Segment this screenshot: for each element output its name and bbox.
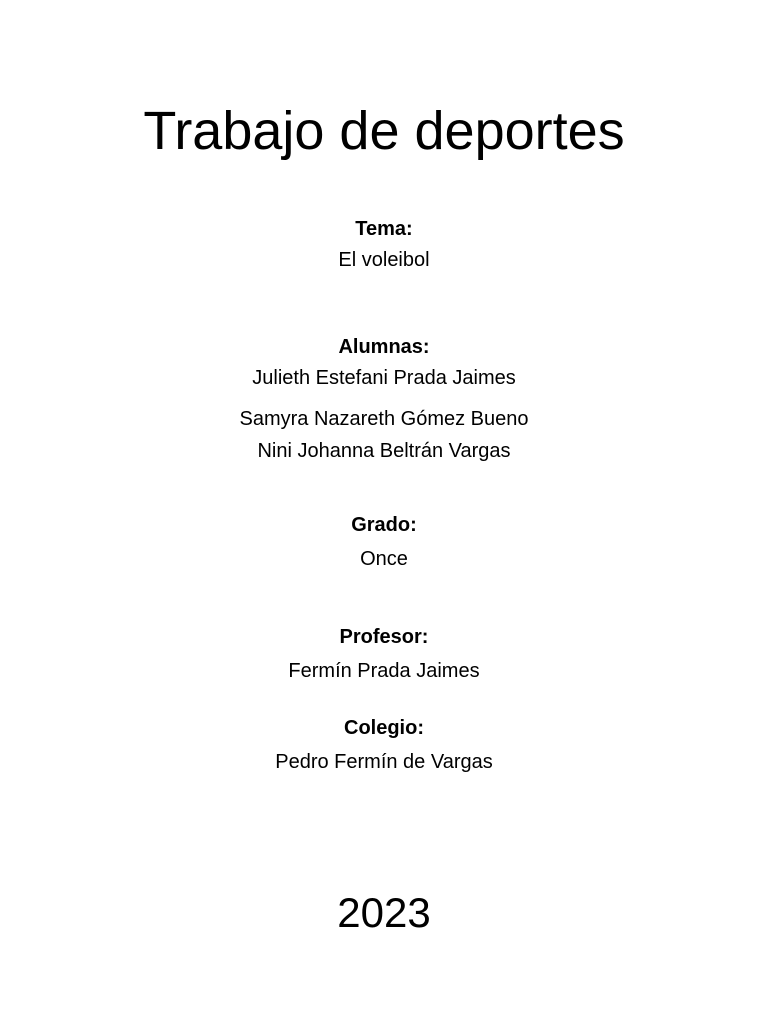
document-title: Trabajo de deportes	[143, 101, 625, 161]
profesor-value: Fermín Prada Jaimes	[288, 660, 480, 682]
grado-label: Grado:	[351, 514, 417, 536]
profesor-label: Profesor:	[339, 626, 429, 648]
colegio-value: Pedro Fermín de Vargas	[275, 751, 493, 773]
student-name: Samyra Nazareth Gómez Bueno	[239, 408, 529, 430]
grado-value: Once	[360, 548, 408, 570]
tema-value: El voleibol	[338, 249, 430, 271]
student-name: Nini Johanna Beltrán Vargas	[257, 440, 511, 462]
alumnas-label: Alumnas:	[338, 336, 430, 358]
tema-label: Tema:	[355, 218, 413, 240]
document-year: 2023	[337, 889, 431, 936]
student-name: Julieth Estefani Prada Jaimes	[252, 367, 516, 389]
colegio-label: Colegio:	[344, 717, 424, 739]
